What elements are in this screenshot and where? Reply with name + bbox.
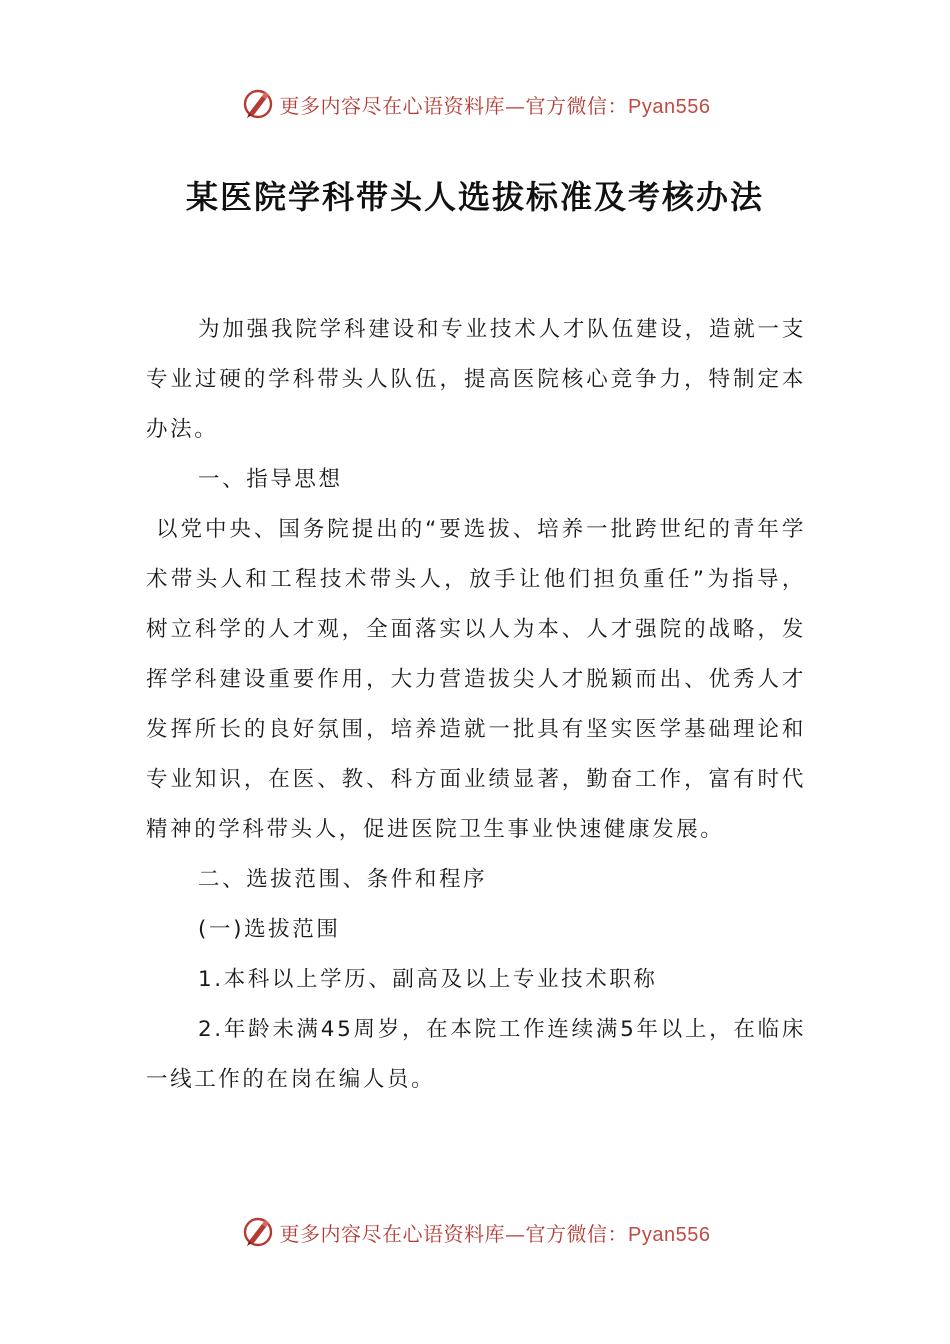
scope-item-2: 2.年龄未满45周岁，在本院工作连续满5年以上，在临床一线工作的在岗在编人员。: [146, 1017, 806, 1092]
section-heading-guiding-principle: 一、指导思想: [198, 467, 343, 492]
pen-logo-icon: [240, 1214, 276, 1250]
watermark-wechat-id: Pyan556: [628, 1223, 711, 1246]
watermark-label: 更多内容尽在心语资料库—官方微信：: [279, 1221, 629, 1246]
scope-item-1: 1.本科以上学历、副高及以上专业技术职称: [198, 967, 658, 992]
subsection-heading-scope: (一)选拔范围: [198, 917, 341, 942]
watermark-header: [0, 84, 950, 124]
watermark-label: 更多内容尽在心语资料库—官方微信：: [279, 93, 629, 118]
watermark-text: [280, 1218, 711, 1247]
intro-paragraph: 为加强我院学科建设和专业技术人才队伍建设，造就一支专业过硬的学科带头人队伍，提高医院核心竞争力，特制定本办法。: [146, 317, 806, 442]
section-heading-selection: 二、选拔范围、条件和程序: [198, 867, 488, 892]
document-body: [146, 305, 806, 1105]
watermark-footer: [0, 1212, 950, 1252]
watermark-text: [280, 90, 711, 119]
pen-logo-icon: [240, 86, 276, 122]
guiding-principle-paragraph: 以党中央、国务院提出的“要选拔、培养一批跨世纪的青年学术带头人和工程技术带头人，放手让他们担负重任”为指导，树立科学的人才观，全面落实以人为本、人才强院的战略，发挥学科建设重要作用，大力营造拔尖人才脱颖而出、优秀人才发挥所长的良好氛围，培养造就一批具有坚实医学基础理论和专业知识，在医、教、科方面业绩显著，勤奋工作，富有时代精神的学科带头人，促进医院卫生事业快速健康发展。: [146, 517, 806, 842]
watermark-wechat-id: Pyan556: [628, 95, 711, 118]
document-title: 某医院学科带头人选拔标准及考核办法: [185, 178, 764, 216]
